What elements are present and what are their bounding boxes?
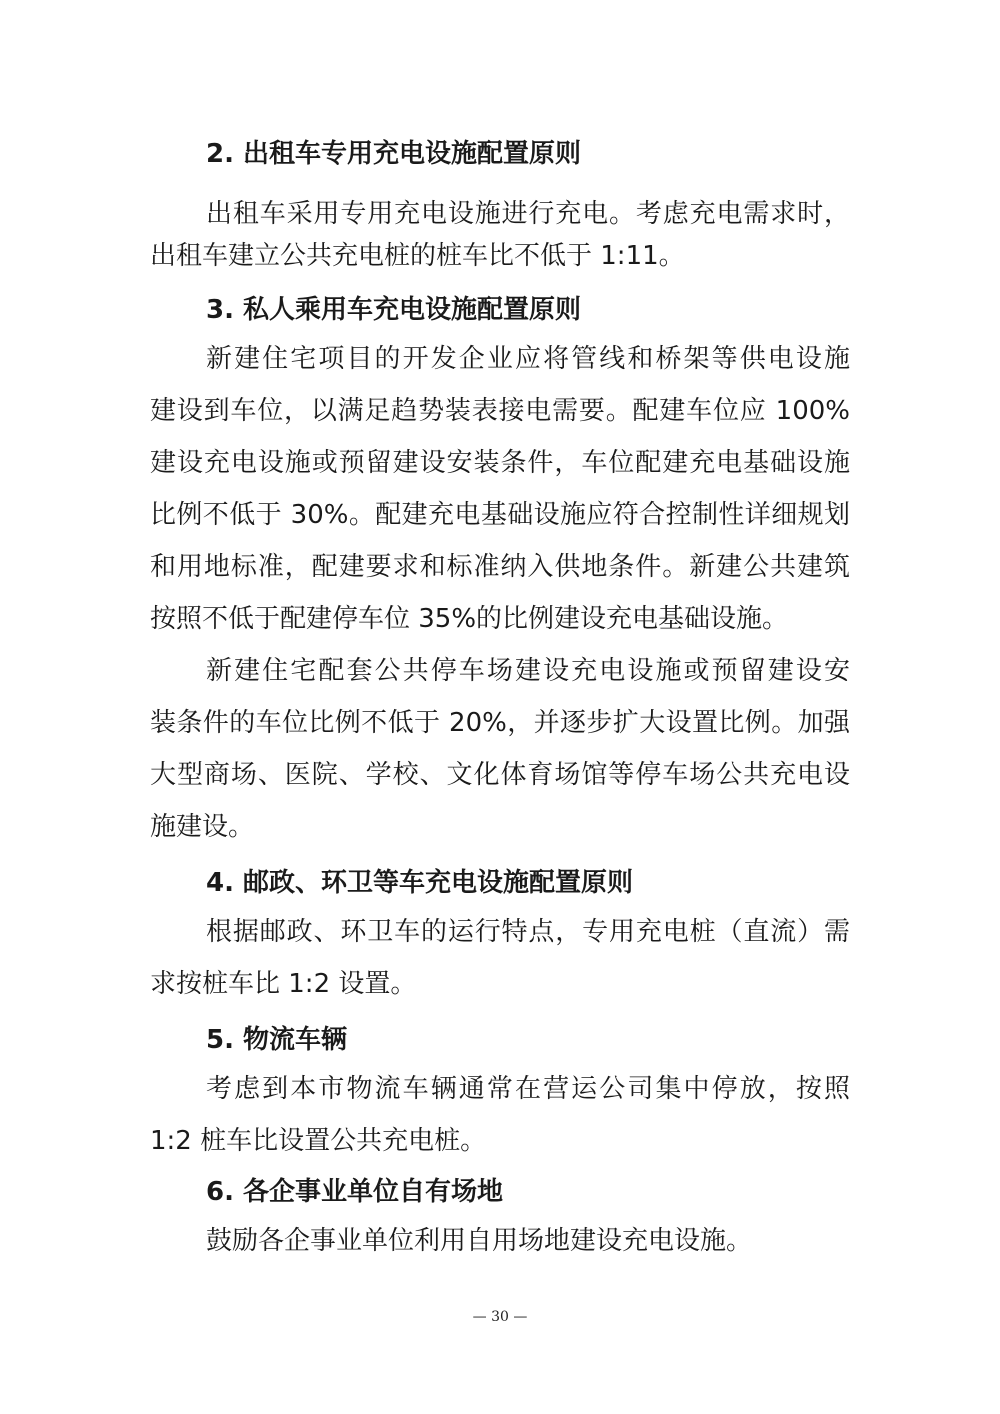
paragraph-line: 按照不低于配建停车位 35%的比例建设充电基础设施。	[150, 604, 789, 634]
page-number: — 30 —	[472, 1309, 528, 1325]
paragraph-line: 新建住宅项目的开发企业应将管线和桥架等供电设施	[206, 344, 850, 374]
paragraph-line: 建设到车位，以满足趋势装表接电需要。配建车位应 100%	[150, 396, 850, 426]
paragraph-line: 根据邮政、环卫车的运行特点，专用充电桩（直流）需	[206, 917, 850, 947]
paragraph-line: 考虑到本市物流车辆通常在营运公司集中停放，按照	[206, 1074, 850, 1104]
paragraph-line: 新建住宅配套公共停车场建设充电设施或预留建设安	[206, 656, 850, 686]
paragraph-line: 大型商场、医院、学校、文化体育场馆等停车场公共充电设	[150, 760, 850, 790]
section-heading-postal-sanitation: 4. 邮政、环卫等车充电设施配置原则	[206, 868, 634, 898]
paragraph-line: 出租车采用专用充电设施进行充电。考虑充电需求时，	[206, 199, 850, 229]
section-heading-logistics: 5. 物流车辆	[206, 1025, 348, 1055]
paragraph-line: 建设充电设施或预留建设安装条件，车位配建充电基础设施	[150, 448, 850, 478]
paragraph-line: 装条件的车位比例不低于 20%，并逐步扩大设置比例。加强	[150, 708, 850, 738]
paragraph-line: 施建设。	[150, 812, 255, 842]
paragraph-line: 和用地标准，配建要求和标准纳入供地条件。新建公共建筑	[150, 552, 850, 582]
paragraph-line: 比例不低于 30%。配建充电基础设施应符合控制性详细规划	[150, 500, 850, 530]
paragraph-line: 1:2 桩车比设置公共充电桩。	[150, 1126, 487, 1156]
paragraph-line: 鼓励各企事业单位利用自用场地建设充电设施。	[206, 1226, 753, 1256]
paragraph-line: 求按桩车比 1:2 设置。	[150, 969, 417, 999]
section-heading-private-car: 3. 私人乘用车充电设施配置原则	[206, 295, 582, 325]
section-heading-taxi: 2. 出租车专用充电设施配置原则	[206, 139, 582, 169]
paragraph-line: 出租车建立公共充电桩的桩车比不低于 1:11。	[150, 241, 685, 271]
section-heading-enterprise-sites: 6. 各企事业单位自有场地	[206, 1177, 504, 1207]
